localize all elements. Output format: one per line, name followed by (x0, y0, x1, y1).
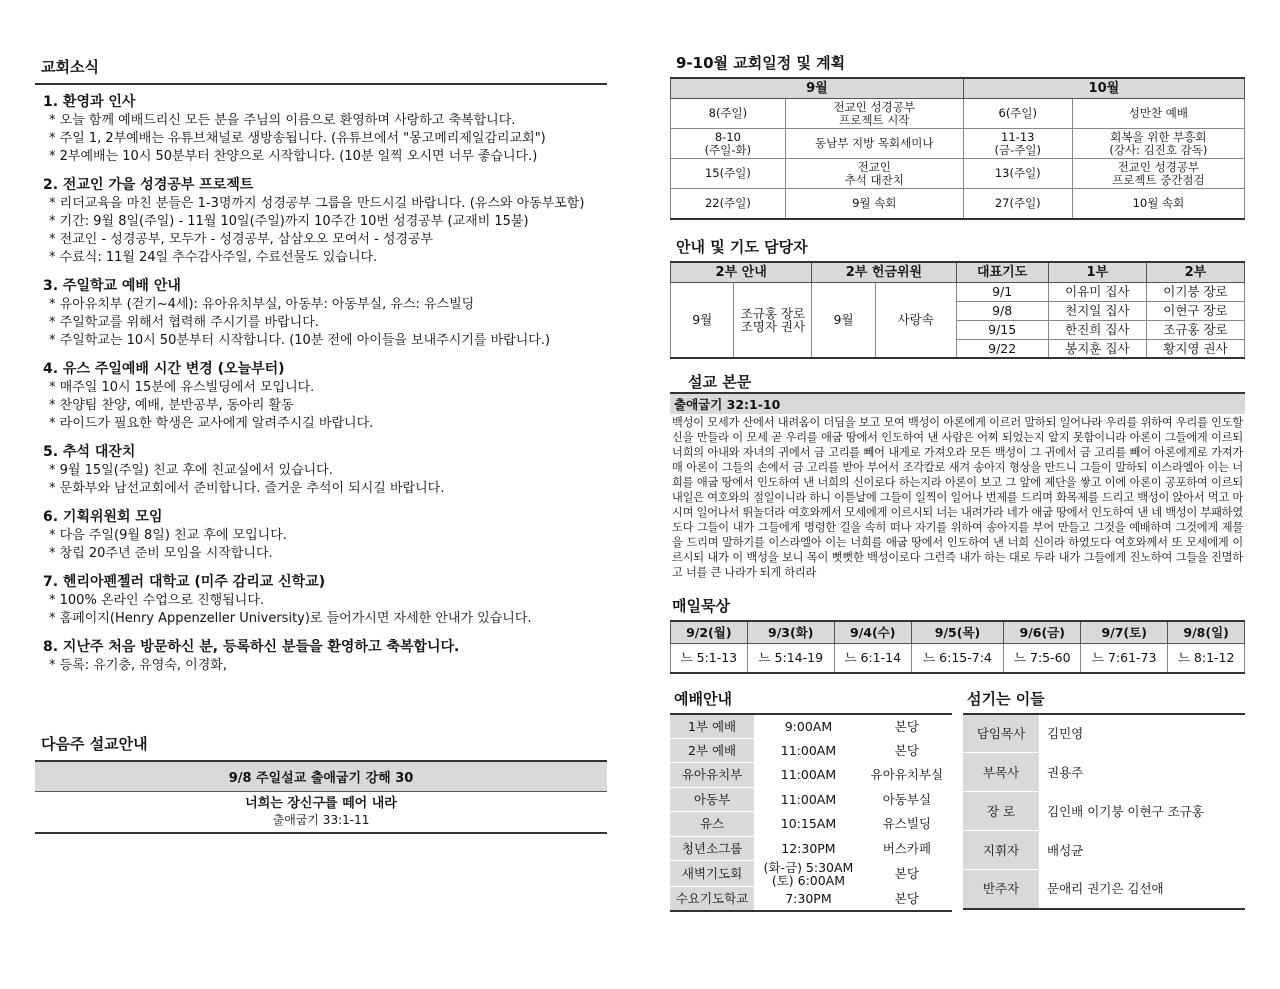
worship-time: 9:00AM (784, 718, 833, 734)
offering-names: 사랑속 (875, 282, 956, 358)
worship-time: 11:00AM (780, 791, 837, 807)
prayer-header-rep: 대표기도 (956, 262, 1048, 283)
sermon-ref: 출애굽기 32:1-10 (670, 392, 1245, 414)
servers-role: 지휘자 (963, 831, 1039, 870)
news-item: * 라이드가 필요한 학생은 교사에게 알려주시길 바랍니다. (43, 415, 607, 433)
worship-name: 유아유치부 (670, 763, 755, 788)
prayer-first: 이유미 집사 (1048, 282, 1146, 301)
schedule-row (671, 189, 1245, 219)
servers-section (963, 688, 1245, 913)
servers-role: 장 로 (963, 792, 1039, 831)
worship-name: 청년소그룹 (670, 836, 755, 861)
schedule-cell: 8-10 (주일-화) (671, 129, 786, 159)
worship-row (670, 812, 952, 837)
worship-place: 유아유치부실 (870, 767, 944, 783)
schedule-table (670, 77, 1245, 220)
schedule-cell: 11-13 (금-주일) (963, 129, 1072, 159)
schedule-cell: 전교인 성경공부 프로젝트 중간점검 (1072, 159, 1244, 189)
worship-row (670, 861, 952, 887)
worship-row (670, 787, 952, 812)
guide-names: 조규홍 장로 조명자 권사 (734, 282, 812, 358)
schedule-row (671, 159, 1245, 189)
right-column (670, 50, 1245, 912)
worship-time: 10:15AM (780, 816, 837, 832)
prayer-first: 봉지훈 집사 (1048, 339, 1146, 358)
daily-day: 9/4(수) (834, 621, 911, 644)
news-section-heading: 4. 유스 주일예배 시간 변경 (오늘부터) (43, 361, 285, 377)
news-item: * 100% 온라인 수업으로 진행됩니다. (43, 592, 607, 610)
prayer-first: 한진희 집사 (1048, 320, 1146, 339)
worship-row (670, 763, 952, 788)
news-item: * 주일 1, 2부예배는 유튜브채널로 생방송됩니다. (유튜브에서 "몽고메리제일감리교회") (43, 130, 607, 148)
worship-name: 수요기도학교 (670, 887, 755, 912)
schedule-cell: 10월 속회 (1072, 189, 1244, 219)
worship-time: (화-금) 5:30AM (토) 6:00AM (763, 859, 854, 888)
left-column (35, 50, 607, 834)
daily-title: 매일묵상 (672, 597, 730, 615)
news-section-heading: 6. 기획위원회 모임 (43, 509, 163, 525)
servers-names: 배성균 (1047, 842, 1084, 858)
worship-section (670, 688, 952, 913)
daily-ref: 느 5:1-13 (671, 644, 748, 673)
worship-place: 본당 (894, 718, 919, 734)
daily-day: 9/6(금) (1004, 621, 1081, 644)
worship-name: 1부 예배 (670, 714, 755, 739)
news-section-heading: 2. 전교인 가을 성경공부 프로젝트 (43, 177, 254, 193)
schedule-sep-header: 9월 (671, 78, 964, 99)
prayer-date: 9/22 (956, 339, 1048, 358)
schedule-oct-header: 10월 (963, 78, 1244, 99)
servers-names: 김민영 (1047, 726, 1084, 741)
worship-place: 본당 (894, 890, 919, 906)
news-item: * 매주일 10시 15분에 유스빌딩에서 모입니다. (43, 379, 607, 397)
daily-day: 9/3(화) (747, 621, 834, 644)
worship-time: 11:00AM (780, 767, 837, 783)
schedule-cell: 15(주일) (671, 159, 786, 189)
worship-row (670, 738, 952, 763)
news-section (43, 360, 607, 433)
prayer-title: 안내 및 기도 담당자 (676, 237, 808, 256)
news-list (35, 93, 607, 675)
servers-names: 문애리 권기은 김선애 (1047, 881, 1164, 896)
daily-ref: 느 5:14-19 (747, 644, 834, 673)
schedule-cell: 회복을 위한 부흥회 (강사: 김진호 감독) (1072, 129, 1244, 159)
news-item: * 주일학교는 10시 50분부터 시작합니다. (10분 전에 아이들을 보내주시기를 바랍니다.) (43, 332, 607, 350)
news-section (43, 443, 607, 498)
news-item: * 기간: 9월 8일(주일) - 11월 10일(주일)까지 10주간 10번 성경공부 (교재비 15불) (43, 213, 607, 231)
servers-table (963, 713, 1245, 910)
news-item: * 주일학교를 위해서 협력해 주시기를 바랍니다. (43, 314, 607, 332)
prayer-date: 9/1 (956, 282, 1048, 301)
schedule-cell: 전교인 성경공부 프로젝트 시작 (785, 99, 963, 129)
servers-row (963, 831, 1245, 870)
news-section (43, 573, 607, 628)
servers-row (963, 870, 1245, 909)
news-section-heading: 1. 환영과 인사 (43, 94, 136, 110)
worship-place: 버스카페 (882, 840, 932, 856)
prayer-second: 이현구 장로 (1146, 301, 1244, 320)
schedule-cell: 전교인 추석 대잔치 (785, 159, 963, 189)
news-section-heading: 5. 추석 대잔치 (43, 444, 136, 460)
news-item: * 문화부와 남선교회에서 준비합니다. 즐거운 추석이 되시길 바랍니다. (43, 480, 607, 498)
news-item: * 리더교육을 마친 분들은 1-3명까지 성경공부 그룹을 만드시길 바랍니다. (유스와 아동부포함) (43, 195, 607, 213)
prayer-header-first: 1부 (1048, 262, 1146, 283)
worship-place: 본당 (894, 742, 919, 758)
daily-table (670, 620, 1245, 674)
schedule-cell: 성만찬 예배 (1072, 99, 1244, 129)
prayer-header-offering: 2부 헌금위원 (812, 262, 956, 283)
news-item: * 전교인 - 성경공부, 모두가 - 성경공부, 삼삼오오 모여서 - 성경공부 (43, 231, 607, 249)
servers-role: 담임목사 (963, 714, 1039, 753)
servers-row (963, 753, 1245, 792)
worship-time: 7:30PM (785, 890, 832, 906)
daily-day: 9/5(목) (911, 621, 1004, 644)
news-section (43, 93, 607, 166)
schedule-cell: 13(주일) (963, 159, 1072, 189)
news-item: * 오늘 함께 예배드리신 모든 분을 주님의 이름으로 환영하며 사랑하고 축복합니다. (43, 112, 607, 130)
servers-names: 김인배 이기붕 이현구 조규홍 (1047, 803, 1204, 819)
prayer-second: 조규홍 장로 (1146, 320, 1244, 339)
schedule-row (671, 99, 1245, 129)
schedule-cell: 동남부 지방 목회세미나 (785, 129, 963, 159)
worship-time: 11:00AM (780, 742, 837, 758)
prayer-second: 이기붕 장로 (1146, 282, 1244, 301)
news-item: * 수료식: 11월 24일 추수감사주일, 수료선물도 있습니다. (43, 249, 607, 267)
daily-day: 9/8(일) (1168, 621, 1245, 644)
news-section-heading: 3. 주일학교 예배 안내 (43, 278, 181, 294)
next-sermon-subtitle: 너희는 장신구를 떼어 내라 (245, 796, 397, 811)
next-sermon-title: 다음주 설교안내 (35, 727, 607, 762)
worship-name: 유스 (670, 812, 755, 837)
daily-ref: 느 8:1-12 (1168, 644, 1245, 673)
news-item: * 홈페이지(Henry Appenzeller University)로 들어가시면 자세한 안내가 있습니다. (43, 610, 607, 628)
schedule-row (671, 129, 1245, 159)
worship-name: 새벽기도회 (670, 861, 755, 887)
servers-row (963, 792, 1245, 831)
worship-row (670, 714, 952, 739)
news-section (43, 638, 607, 675)
worship-title: 예배안내 (674, 689, 732, 708)
next-sermon-ref: 출애굽기 33:1-11 (272, 813, 370, 827)
worship-table (670, 713, 952, 913)
daily-ref: 느 6:1-14 (834, 644, 911, 673)
daily-ref: 느 7:61-73 (1081, 644, 1168, 673)
worship-time: 12:30PM (781, 840, 836, 856)
prayer-date: 9/8 (956, 301, 1048, 320)
news-section (43, 508, 607, 563)
news-section-heading: 7. 헨리아펜젤러 대학교 (미주 감리교 신학교) (43, 574, 326, 590)
news-item: * 다음 주일(9월 8일) 친교 후에 모입니다. (43, 527, 607, 545)
worship-place: 유스빌딩 (882, 816, 932, 832)
worship-place: 본당 (894, 866, 919, 881)
worship-name: 아동부 (670, 787, 755, 812)
bottom-row (670, 688, 1245, 913)
prayer-first: 천지일 집사 (1048, 301, 1146, 320)
news-title: 교회소식 (35, 50, 607, 85)
prayer-table (670, 261, 1245, 360)
schedule-cell: 22(주일) (671, 189, 786, 219)
schedule-cell: 8(주일) (671, 99, 786, 129)
news-section-heading: 8. 지난주 처음 방문하신 분, 등록하신 분들을 환영하고 축복합니다. (43, 639, 460, 655)
schedule-cell: 9월 속회 (785, 189, 963, 219)
news-item: * 9월 15일(주일) 친교 후에 친교실에서 있습니다. (43, 462, 607, 480)
worship-row (670, 887, 952, 912)
guide-month: 9월 (671, 282, 734, 358)
servers-title: 섬기는 이들 (967, 689, 1045, 708)
sermon-text: 백성이 모세가 산에서 내려옴이 더딤을 보고 모여 백성이 아론에게 이르러 말하되 일어나라 우리를 위하여 우리를 인도할 신을 만들라 이 모세 곧 우리를 애굽 땅에서 인도하여 낸 사람은 어찌 되었는지 알지 못함이니라 아론이 그들에게 이르되 너희의 아내와 자녀의 귀에서 금 고리를 빼어 내게로 가져오라 모든 백성이 그 귀에서 금 고리를 빼어 아론에게로 가져가매 아론이 그들의 손에서 금 고리를 받아 부어서 조각칼로 새겨 송아지 형상을 만드니 그들이 말하되 이스라엘아 이는 너희를 애굽 땅에서 인도하여 낸 너희의 신이로다 하는지라 아론이 보고 그 앞에 제단을 쌓고 이에 아론이 공포하여 이르되 내일은 여호와의 절일이니라 하니 이튿날에 그들이 일찍이 일어나 번제를 드리며 화목제를 드리고 백성이 앉아서 먹고 마시며 일어나서 뛰놀더라 여호와께서 모세에게 이르시되 너는 내려가라 네가 애굽 땅에서 인도하여 낸 네 백성이 부패하였도다 그들이 내가 그들에게 명령한 길을 속히 떠나 자기를 위하여 송아지를 부어 만들고 그것을 예배하며 그것에게 제물을 드리며 말하기를 이스라엘아 이는 너희를 애굽 땅에서 인도하여 낸 너희 신이라 하였도다 여호와께서 또 모세에게 이르시되 내가 이 백성을 보니 목이 뻣뻣한 백성이로다 그런즉 내가 하는 대로 두라 내가 그들에게 진노하여 그들을 진멸하고 너를 큰 나라가 되게 하리라 (672, 416, 1243, 579)
news-section (43, 277, 607, 350)
schedule-cell: 6(주일) (963, 99, 1072, 129)
servers-role: 반주자 (963, 870, 1039, 909)
daily-day: 9/7(토) (1081, 621, 1168, 644)
news-item: * 유아유치부 (걷기~4세): 유아유치부실, 아동부: 아동부실, 유스: 유스빌딩 (43, 296, 607, 314)
sermon-title: 설교 본문 (688, 373, 752, 391)
schedule-title: 9-10월 교회일정 및 계획 (676, 54, 846, 72)
worship-place: 아동부실 (882, 791, 932, 807)
prayer-date: 9/15 (956, 320, 1048, 339)
news-item: * 2부예배는 10시 50분부터 찬양으로 시작합니다. (10분 일찍 오시면 너무 좋습니다.) (43, 148, 607, 166)
schedule-cell: 27(주일) (963, 189, 1072, 219)
next-sermon-body (35, 792, 607, 834)
prayer-header-second: 2부 (1146, 262, 1244, 283)
servers-names: 권용주 (1047, 764, 1084, 780)
daily-day: 9/2(월) (671, 621, 748, 644)
offering-month: 9월 (812, 282, 875, 358)
next-sermon-heading: 9/8 주일설교 출애굽기 강해 30 (35, 762, 607, 792)
news-item: * 창립 20주년 준비 모임을 시작합니다. (43, 545, 607, 563)
worship-row (670, 836, 952, 861)
prayer-header-guide: 2부 안내 (671, 262, 812, 283)
prayer-row (671, 282, 1245, 301)
prayer-second: 황지영 권사 (1146, 339, 1244, 358)
daily-ref: 느 6:15-7:4 (911, 644, 1004, 673)
servers-row (963, 714, 1245, 753)
worship-name: 2부 예배 (670, 738, 755, 763)
news-item: * 등록: 유기충, 유영숙, 이경화, (43, 657, 607, 675)
servers-role: 부목사 (963, 753, 1039, 792)
news-item: * 찬양팀 찬양, 예배, 분반공부, 동아리 활동 (43, 397, 607, 415)
daily-ref: 느 7:5-60 (1004, 644, 1081, 673)
news-section (43, 176, 607, 267)
